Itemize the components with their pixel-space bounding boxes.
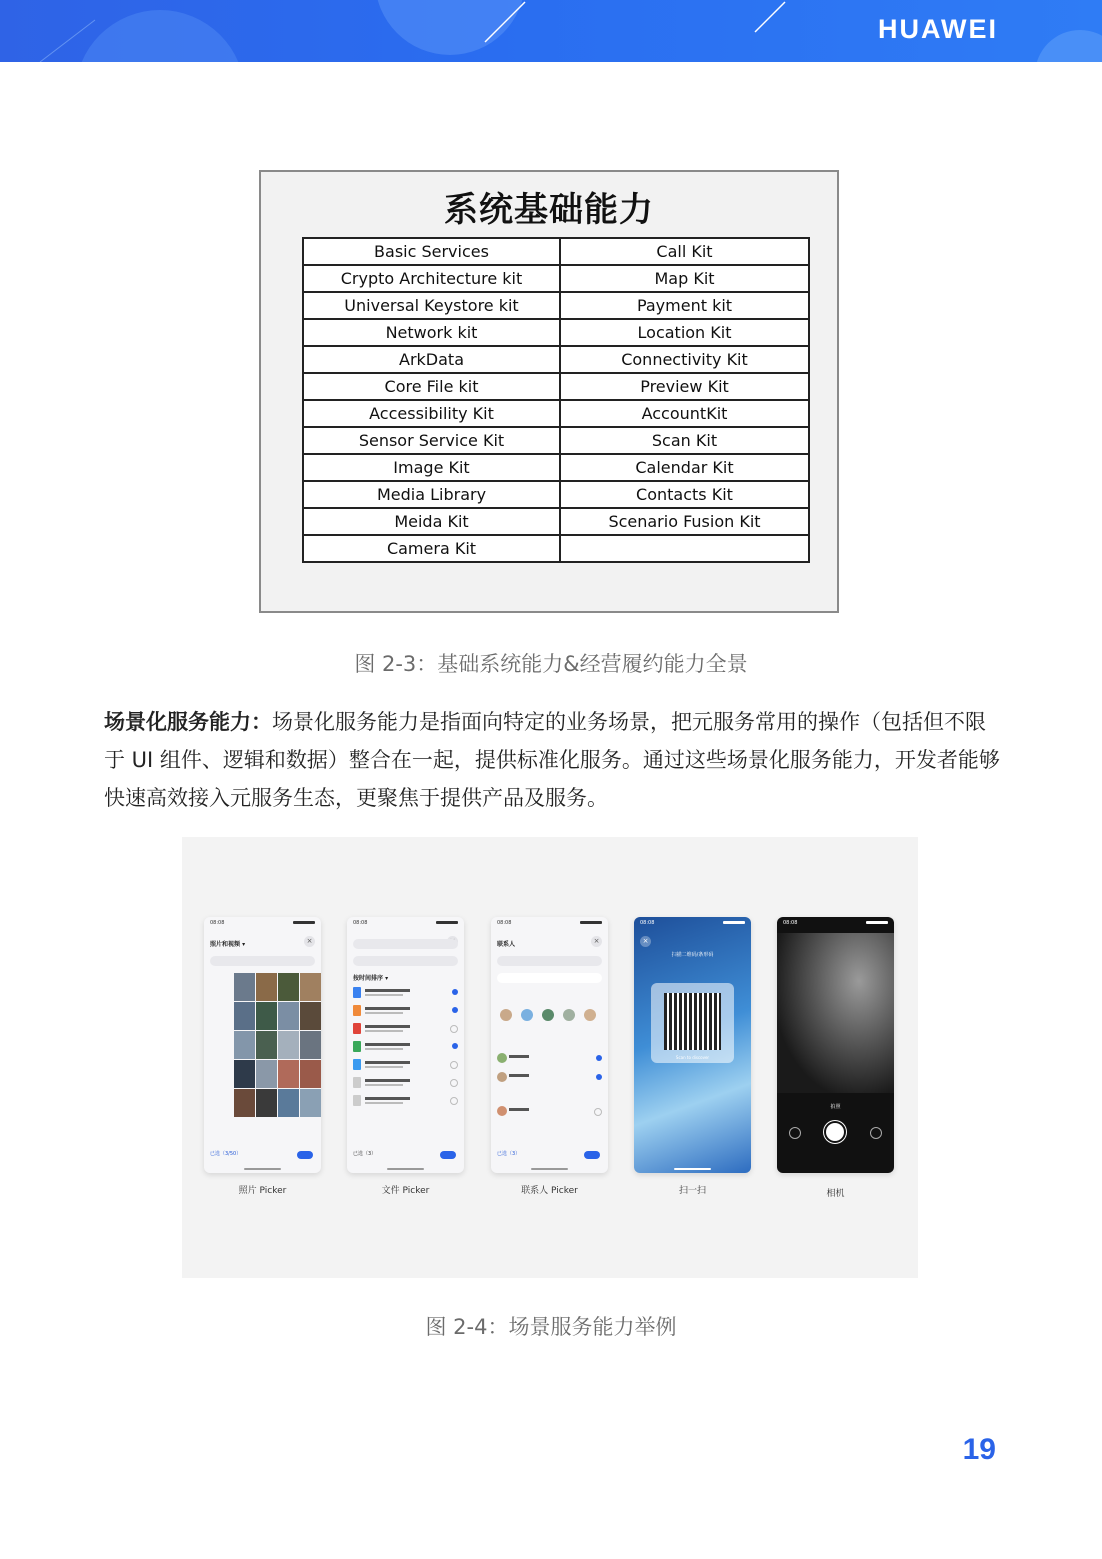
avatar bbox=[500, 1009, 512, 1021]
status-time: 08:08 bbox=[783, 920, 798, 926]
status-icons bbox=[580, 921, 602, 924]
kit-table-row bbox=[303, 481, 809, 508]
kit-table-row bbox=[303, 373, 809, 400]
kit-table-cell: Payment kit bbox=[560, 292, 809, 319]
kit-table-cell: Contacts Kit bbox=[560, 481, 809, 508]
kit-table-cell: Preview Kit bbox=[560, 373, 809, 400]
search-bar bbox=[497, 956, 602, 966]
home-indicator bbox=[244, 1168, 281, 1170]
avatar bbox=[521, 1009, 533, 1021]
figure-title: 系统基础能力 bbox=[444, 190, 654, 230]
camera-viewfinder bbox=[777, 933, 894, 1093]
qr-code bbox=[664, 993, 721, 1050]
shutter-button bbox=[826, 1123, 844, 1141]
figure-caption-2-3: 图 2-3：基础系统能力&经营履约能力全景 bbox=[354, 652, 748, 676]
phone-caption: 联系人 Picker bbox=[521, 1186, 578, 1196]
status-time: 08:08 bbox=[497, 920, 512, 926]
file-row bbox=[353, 1059, 458, 1071]
kit-table-row bbox=[303, 427, 809, 454]
status-time: 08:08 bbox=[640, 920, 655, 926]
file-row bbox=[353, 1041, 458, 1053]
kit-table-cell: Basic Services bbox=[303, 238, 560, 265]
search-bar bbox=[353, 956, 458, 966]
kit-table bbox=[302, 237, 810, 563]
kit-table-cell: Camera Kit bbox=[303, 535, 560, 562]
phone-title: 照片和视频 ▾ bbox=[210, 941, 246, 948]
sort-label: 按时间排序 ▾ bbox=[353, 975, 389, 982]
selection-count: 已选（3） bbox=[497, 1151, 521, 1157]
figure-caption-2-4: 图 2-4：场景服务能力举例 bbox=[425, 1315, 677, 1339]
confirm-button bbox=[297, 1151, 313, 1159]
contact-row bbox=[497, 1106, 602, 1118]
phone-contacts-picker bbox=[491, 917, 608, 1173]
kit-table-cell: Location Kit bbox=[560, 319, 809, 346]
file-row bbox=[353, 1077, 458, 1089]
paragraph-lead: 场景化服务能力： bbox=[104, 710, 272, 734]
kit-table-row bbox=[303, 319, 809, 346]
file-row bbox=[353, 1005, 458, 1017]
photo-grid bbox=[234, 973, 321, 1117]
kit-table-cell: AccountKit bbox=[560, 400, 809, 427]
contact-row bbox=[497, 1072, 602, 1084]
file-row bbox=[353, 1023, 458, 1035]
avatar bbox=[542, 1009, 554, 1021]
close-icon: × bbox=[591, 936, 602, 947]
scan-hint: Scan to discover bbox=[675, 1055, 710, 1060]
brand-logo: HUAWEI bbox=[878, 14, 998, 44]
kit-table-cell: Media Library bbox=[303, 481, 560, 508]
phone-scan bbox=[634, 917, 751, 1173]
kit-table-cell: Core File kit bbox=[303, 373, 560, 400]
file-row bbox=[353, 987, 458, 999]
close-icon: × bbox=[304, 936, 315, 947]
kit-table-row bbox=[303, 346, 809, 373]
kit-table-row bbox=[303, 238, 809, 265]
body-paragraph bbox=[104, 703, 1004, 817]
kit-table-cell: Crypto Architecture kit bbox=[303, 265, 560, 292]
status-time: 08:08 bbox=[210, 920, 225, 926]
status-icons bbox=[436, 921, 458, 924]
status-icons bbox=[293, 921, 315, 924]
kit-table-row bbox=[303, 535, 809, 562]
kit-overview-figure bbox=[259, 170, 839, 613]
phone-title: 联系人 bbox=[497, 941, 516, 948]
phone-file-picker bbox=[347, 917, 464, 1173]
confirm-button bbox=[440, 1151, 456, 1159]
kit-table-row bbox=[303, 454, 809, 481]
home-indicator bbox=[387, 1168, 424, 1170]
phone-caption: 扫一扫 bbox=[678, 1186, 706, 1196]
selection-count: 已选（3/50） bbox=[210, 1151, 242, 1157]
avatar bbox=[584, 1009, 596, 1021]
group-row bbox=[497, 973, 602, 983]
status-icons bbox=[866, 921, 888, 924]
phone-caption: 相机 bbox=[826, 1189, 845, 1199]
header-banner bbox=[0, 0, 1102, 62]
search-bar bbox=[210, 956, 315, 966]
tab-switch bbox=[353, 939, 458, 949]
phone-caption: 文件 Picker bbox=[381, 1186, 430, 1196]
kit-table-row bbox=[303, 265, 809, 292]
home-indicator bbox=[531, 1168, 568, 1170]
kit-table-cell: Accessibility Kit bbox=[303, 400, 560, 427]
kit-table-cell: Map Kit bbox=[560, 265, 809, 292]
phone-caption: 照片 Picker bbox=[238, 1186, 287, 1196]
kit-table-cell: Meida Kit bbox=[303, 508, 560, 535]
kit-table-row bbox=[303, 508, 809, 535]
kit-table-cell: Connectivity Kit bbox=[560, 346, 809, 373]
kit-table-cell: Calendar Kit bbox=[560, 454, 809, 481]
selection-count: 已选（3） bbox=[353, 1151, 377, 1157]
close-icon bbox=[789, 1127, 801, 1139]
camera-mode: 拍照 bbox=[830, 1104, 841, 1110]
contact-row bbox=[497, 1053, 602, 1065]
confirm-button bbox=[584, 1151, 600, 1159]
close-icon: × bbox=[640, 936, 651, 947]
kit-table-cell: Call Kit bbox=[560, 238, 809, 265]
kit-table-row bbox=[303, 292, 809, 319]
status-icons bbox=[723, 921, 745, 924]
kit-table-cell: Network kit bbox=[303, 319, 560, 346]
status-time: 08:08 bbox=[353, 920, 368, 926]
kit-table-cell bbox=[560, 535, 809, 562]
kit-table-cell: Scan Kit bbox=[560, 427, 809, 454]
kit-table-cell: Image Kit bbox=[303, 454, 560, 481]
phone-camera bbox=[777, 917, 894, 1173]
scenario-figure bbox=[182, 837, 918, 1278]
kit-table-cell: ArkData bbox=[303, 346, 560, 373]
kit-table-cell: Universal Keystore kit bbox=[303, 292, 560, 319]
avatar bbox=[563, 1009, 575, 1021]
switch-camera-icon bbox=[870, 1127, 882, 1139]
scan-title: 扫描二维码/条形码 bbox=[671, 952, 714, 958]
page-number: 19 bbox=[962, 1433, 996, 1466]
paragraph-text: 场景化服务能力是指面向特定的业务场景，把元服务常用的操作（包括但不限于 UI 组件、逻辑和数据）整合在一起，提供标准化服务。通过这些场景化服务能力，开发者能够快速高效接入元服务生态，更聚焦于提供产品及服务。 bbox=[104, 710, 1000, 810]
home-indicator bbox=[674, 1168, 711, 1170]
kit-table-cell: Scenario Fusion Kit bbox=[560, 508, 809, 535]
kit-table-cell: Sensor Service Kit bbox=[303, 427, 560, 454]
file-row bbox=[353, 1095, 458, 1107]
kit-table-row bbox=[303, 400, 809, 427]
phone-photo-picker bbox=[204, 917, 321, 1173]
